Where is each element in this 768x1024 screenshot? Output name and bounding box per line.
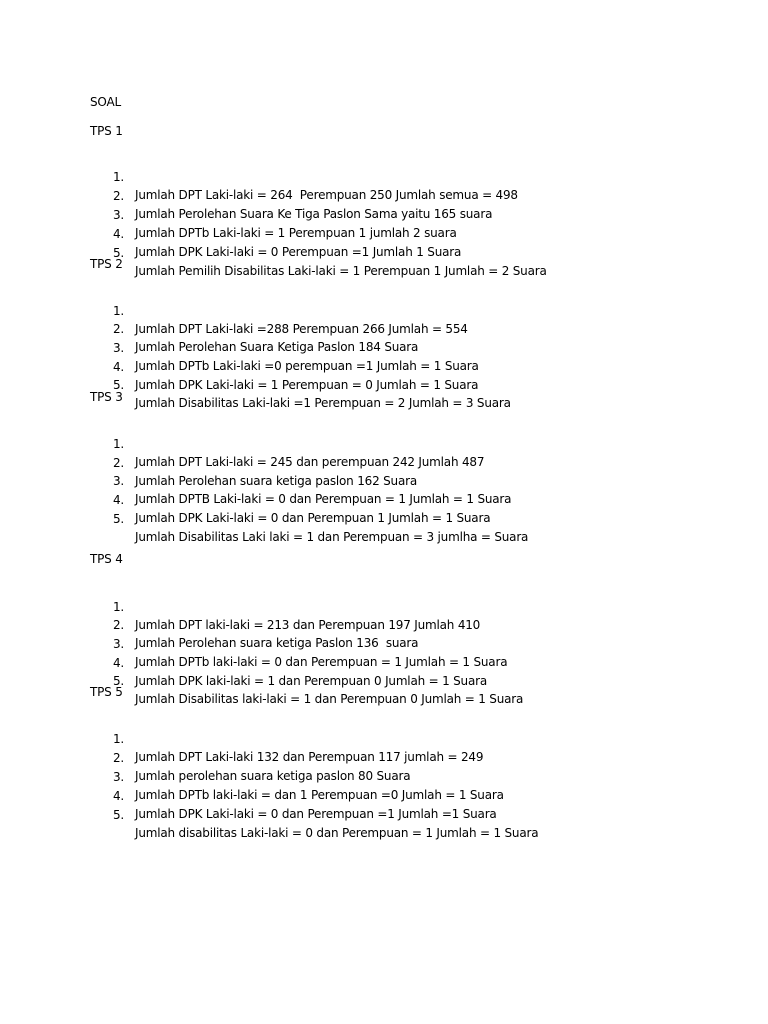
list-item-number: 5.: [112, 378, 124, 392]
list-item-number: 2.: [112, 618, 124, 632]
list-item-text: Jumlah disabilitas Laki-laki = 0 dan Perempuan = 1 Jumlah = 1 Suara: [135, 826, 539, 840]
list-item-number: 3.: [112, 341, 124, 355]
list-item-text: Jumlah Disabilitas laki-laki = 1 dan Perempuan 0 Jumlah = 1 Suara: [135, 692, 524, 706]
list-item: [0, 712, 484, 764]
list-item-text: Jumlah perolehan suara ketiga paslon 80 Suara: [135, 769, 411, 783]
list-item-text: Jumlah Perolehan Suara Ke Tiga Paslon Sama yaitu 165 suara: [135, 207, 493, 221]
list-item-number: 4.: [112, 227, 124, 241]
list-item-number: 3.: [112, 770, 124, 784]
list-item-number: 1.: [112, 600, 124, 614]
list-item-number: 5.: [112, 246, 124, 260]
list-item-text: Jumlah DPTb laki-laki = dan 1 Perempuan =0 Jumlah = 1 Suara: [135, 788, 504, 802]
section-heading-tps-5: TPS 5: [90, 685, 123, 699]
list-item-number: 1.: [112, 732, 124, 746]
list-item-number: 3.: [112, 208, 124, 222]
list-item-number: 2.: [112, 751, 124, 765]
list-item-text: Jumlah DPK Laki-laki = 0 Perempuan =1 Jumlah 1 Suara: [135, 245, 462, 259]
section-heading-tps-2: TPS 2: [90, 257, 123, 271]
list-item-number: 3.: [112, 474, 124, 488]
list-item-text: Jumlah DPTB Laki-laki = 0 dan Perempuan = 1 Jumlah = 1 Suara: [135, 492, 512, 506]
list-item-number: 1.: [112, 170, 124, 184]
list-item-number: 5.: [112, 674, 124, 688]
list-item-text: Jumlah DPTb Laki-laki =0 perempuan =1 Jumlah = 1 Suara: [135, 359, 479, 373]
list-item-number: 4.: [112, 789, 124, 803]
list-item-number: 2.: [112, 322, 124, 336]
list-item-text: Jumlah Disabilitas Laki laki = 1 dan Perempuan = 3 jumlha = Suara: [135, 530, 529, 544]
list-item-text: Jumlah DPK Laki-laki = 1 Perempuan = 0 Jumlah = 1 Suara: [135, 378, 479, 392]
list-item: [0, 150, 518, 202]
list-item-number: 2.: [112, 189, 124, 203]
list-item-text: Jumlah DPT Laki-laki = 264 Perempuan 250 Jumlah semua = 498: [135, 188, 518, 202]
list-item-number: 2.: [112, 456, 124, 470]
list-item-number: 1.: [112, 304, 124, 318]
list-item-text: Jumlah DPTb Laki-laki = 1 Perempuan 1 jumlah 2 suara: [135, 226, 457, 240]
list-item: [0, 580, 481, 632]
list-item-text: Jumlah DPT Laki-laki =288 Perempuan 266 Jumlah = 554: [135, 322, 468, 336]
section-heading-tps-1: TPS 1: [90, 124, 123, 138]
list-item-text: Jumlah Perolehan suara ketiga Paslon 136 suara: [135, 636, 419, 650]
list-item-number: 3.: [112, 637, 124, 651]
list-item-text: Jumlah Perolehan suara ketiga paslon 162 Suara: [135, 474, 417, 488]
list-item-number: 4.: [112, 493, 124, 507]
list-item-text: Jumlah Disabilitas Laki-laki =1 Perempuan = 2 Jumlah = 3 Suara: [135, 396, 511, 410]
list-item-text: Jumlah DPT Laki-laki 132 dan Perempuan 117 jumlah = 249: [135, 750, 484, 764]
list-item-number: 4.: [112, 656, 124, 670]
list-item: [0, 284, 468, 336]
document-title: SOAL: [90, 95, 121, 109]
list-item-text: Jumlah DPK Laki-laki = 0 dan Perempuan 1 Jumlah = 1 Suara: [135, 511, 491, 525]
list-item-text: Jumlah DPK laki-laki = 1 dan Perempuan 0 Jumlah = 1 Suara: [135, 674, 487, 688]
section-heading-tps-4: TPS 4: [90, 552, 123, 566]
list-item-text: Jumlah DPT Laki-laki = 245 dan perempuan 242 Jumlah 487: [135, 455, 485, 469]
list-item-text: Jumlah DPTb laki-laki = 0 dan Perempuan = 1 Jumlah = 1 Suara: [135, 655, 508, 669]
list-item: [0, 417, 485, 469]
list-item-number: 1.: [112, 437, 124, 451]
list-item-text: Jumlah DPK Laki-laki = 0 dan Perempuan =1 Jumlah =1 Suara: [135, 807, 497, 821]
list-item-text: Jumlah DPT laki-laki = 213 dan Perempuan 197 Jumlah 410: [135, 618, 481, 632]
list-item-number: 5.: [112, 808, 124, 822]
list-item-text: Jumlah Perolehan Suara Ketiga Paslon 184 Suara: [135, 340, 419, 354]
list-item-number: 4.: [112, 360, 124, 374]
list-item-number: 5.: [112, 512, 124, 526]
list-item-text: Jumlah Pemilih Disabilitas Laki-laki = 1 Perempuan 1 Jumlah = 2 Suara: [135, 264, 547, 278]
section-heading-tps-3: TPS 3: [90, 390, 123, 404]
